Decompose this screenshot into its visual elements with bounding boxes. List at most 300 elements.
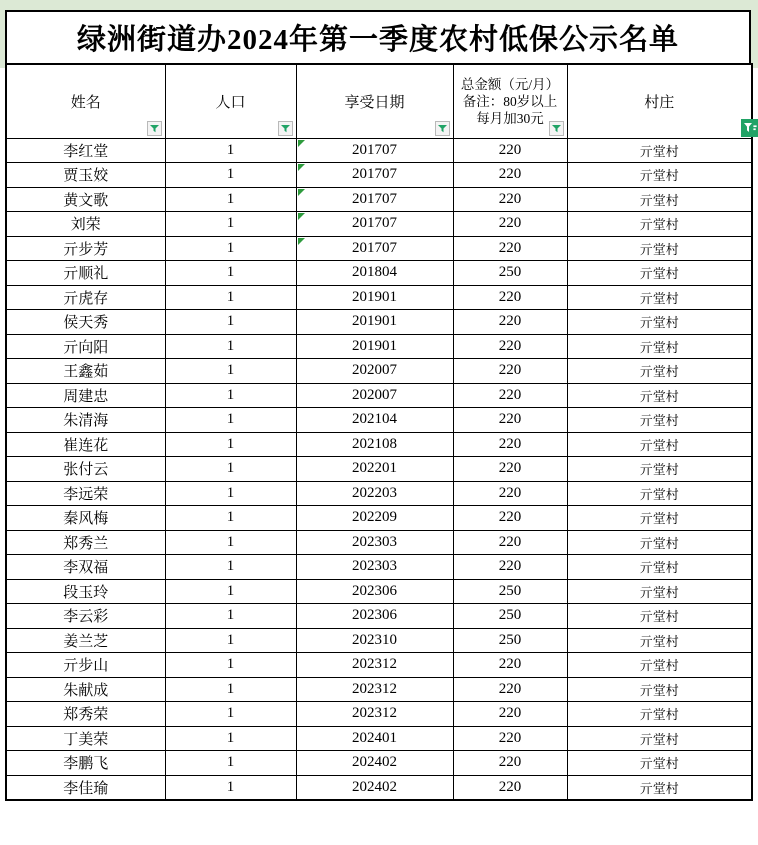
cell-name[interactable] [6, 383, 165, 408]
cell-village-value: 亓堂村 [639, 535, 679, 551]
spreadsheet-area [5, 10, 751, 801]
cell-amount-value: 220 [498, 141, 522, 158]
cell-name[interactable] [6, 726, 165, 751]
cell-population[interactable] [165, 457, 296, 482]
cell-name-value: 周建忠 [63, 388, 109, 405]
cell-name[interactable] [6, 212, 165, 237]
cell-amount[interactable] [453, 261, 567, 286]
cell-village[interactable] [567, 677, 752, 702]
cell-date[interactable] [296, 212, 453, 237]
header-row [6, 64, 752, 138]
cell-name[interactable] [6, 775, 165, 800]
cell-village[interactable] [567, 555, 752, 580]
error-indicator-triangle [298, 213, 305, 220]
cell-population-value: 1 [226, 778, 235, 795]
cell-village[interactable] [567, 236, 752, 261]
cell-amount[interactable] [453, 506, 567, 531]
cell-village-value: 亓堂村 [639, 511, 679, 527]
col-header-name[interactable] [6, 64, 165, 138]
cell-amount[interactable] [453, 530, 567, 555]
table-row [6, 506, 752, 531]
cell-amount[interactable] [453, 236, 567, 261]
cell-population[interactable] [165, 138, 296, 163]
cell-date-value: 202312 [352, 705, 397, 722]
cell-date[interactable] [296, 653, 453, 678]
cell-population[interactable] [165, 604, 296, 629]
cell-amount-value: 250 [498, 631, 522, 648]
cell-date-value: 201707 [352, 215, 397, 232]
cell-name[interactable] [6, 530, 165, 555]
cell-population-value: 1 [226, 337, 235, 354]
col-header-amount-label: 总金额（元/月） 备注：80岁以上 每月加30元 [460, 76, 560, 126]
cell-population-value: 1 [226, 484, 235, 501]
page-title[interactable]: 绿洲街道办2024年第一季度农村低保公示名单 [5, 10, 751, 65]
cell-date-value: 201707 [352, 166, 397, 183]
cell-amount[interactable] [453, 408, 567, 433]
cell-name-value: 崔连花 [63, 437, 109, 454]
filter-dropdown-icon[interactable] [278, 121, 293, 136]
cell-amount-value: 220 [498, 656, 522, 673]
cell-date-value: 201707 [352, 239, 397, 256]
cell-name-value: 亓顺礼 [63, 266, 109, 283]
cell-date-value: 202201 [352, 460, 397, 477]
cell-village-value: 亓堂村 [639, 364, 679, 380]
cell-village-value: 亓堂村 [639, 609, 679, 625]
cell-date-value: 202303 [352, 533, 397, 550]
cell-date-value: 202007 [352, 386, 397, 403]
cell-name-value: 亓步芳 [63, 241, 109, 258]
cell-amount[interactable] [453, 383, 567, 408]
cell-amount[interactable] [453, 212, 567, 237]
cell-name[interactable] [6, 702, 165, 727]
cell-village[interactable] [567, 702, 752, 727]
cell-date[interactable] [296, 775, 453, 800]
cell-name-value: 李远荣 [63, 486, 109, 503]
table-row [6, 163, 752, 188]
cell-amount[interactable] [453, 628, 567, 653]
cell-name[interactable] [6, 677, 165, 702]
cell-name[interactable] [6, 653, 165, 678]
cell-name-value: 李双福 [63, 560, 109, 577]
filter-dropdown-icon[interactable] [549, 121, 564, 136]
cell-amount[interactable] [453, 310, 567, 335]
cell-population[interactable] [165, 481, 296, 506]
cell-amount-value: 220 [498, 484, 522, 501]
cell-amount-value: 220 [498, 509, 522, 526]
table-row [6, 481, 752, 506]
cell-village[interactable] [567, 359, 752, 384]
cell-date-value: 202007 [352, 362, 397, 379]
cell-village-value: 亓堂村 [639, 658, 679, 674]
cell-amount-value: 220 [498, 460, 522, 477]
cell-village[interactable] [567, 530, 752, 555]
cell-population[interactable] [165, 432, 296, 457]
cell-name[interactable] [6, 579, 165, 604]
cell-name-value: 段玉玲 [63, 584, 109, 601]
cell-name[interactable] [6, 334, 165, 359]
cell-name[interactable] [6, 359, 165, 384]
cell-name[interactable] [6, 751, 165, 776]
cell-amount[interactable] [453, 457, 567, 482]
cell-name[interactable] [6, 408, 165, 433]
cell-village[interactable] [567, 334, 752, 359]
cell-date-value: 202108 [352, 435, 397, 452]
cell-village[interactable] [567, 163, 752, 188]
cell-name[interactable] [6, 506, 165, 531]
funnel-icon [150, 124, 159, 133]
cell-population-value: 1 [226, 313, 235, 330]
cell-amount[interactable] [453, 481, 567, 506]
cell-amount-value: 220 [498, 337, 522, 354]
cell-village[interactable] [567, 408, 752, 433]
cell-population-value: 1 [226, 411, 235, 428]
cell-village-value: 亓堂村 [639, 388, 679, 404]
cell-date-value: 202203 [352, 484, 397, 501]
cell-date[interactable] [296, 310, 453, 335]
cell-population-value: 1 [226, 607, 235, 624]
cell-amount[interactable] [453, 334, 567, 359]
cell-name[interactable] [6, 285, 165, 310]
cell-population-value: 1 [226, 141, 235, 158]
cell-amount-value: 220 [498, 239, 522, 256]
cell-date-value: 201901 [352, 288, 397, 305]
cell-amount[interactable] [453, 604, 567, 629]
table-row [6, 628, 752, 653]
table-row [6, 677, 752, 702]
cell-amount[interactable] [453, 775, 567, 800]
cell-village[interactable] [567, 432, 752, 457]
cell-amount[interactable] [453, 163, 567, 188]
cell-date[interactable] [296, 604, 453, 629]
error-indicator-triangle [298, 140, 305, 147]
cell-population[interactable] [165, 163, 296, 188]
cell-name[interactable] [6, 236, 165, 261]
cell-village[interactable] [567, 138, 752, 163]
cell-population[interactable] [165, 310, 296, 335]
cell-date[interactable] [296, 628, 453, 653]
cell-date[interactable] [296, 408, 453, 433]
cell-date[interactable] [296, 359, 453, 384]
cell-population[interactable] [165, 261, 296, 286]
cell-population[interactable] [165, 702, 296, 727]
cell-village-value: 亓堂村 [639, 413, 679, 429]
cell-name[interactable] [6, 187, 165, 212]
cell-date[interactable] [296, 579, 453, 604]
cell-population[interactable] [165, 751, 296, 776]
cell-name[interactable] [6, 628, 165, 653]
cell-village-value: 亓堂村 [639, 217, 679, 233]
cell-name[interactable] [6, 457, 165, 482]
cell-amount-value: 220 [498, 166, 522, 183]
cell-population-value: 1 [226, 288, 235, 305]
cell-population[interactable] [165, 285, 296, 310]
cell-date-value: 201707 [352, 141, 397, 158]
cell-date[interactable] [296, 432, 453, 457]
table-row [6, 775, 752, 800]
col-header-village[interactable] [567, 64, 752, 138]
cell-date-value: 202104 [352, 411, 397, 428]
filter-dropdown-icon[interactable] [147, 121, 162, 136]
cell-population[interactable] [165, 775, 296, 800]
cell-village[interactable] [567, 457, 752, 482]
cell-population[interactable] [165, 628, 296, 653]
funnel-icon [281, 124, 290, 133]
table-row [6, 702, 752, 727]
cell-date-value: 201804 [352, 264, 397, 281]
cell-name-value: 王鑫茹 [63, 364, 109, 381]
cell-population[interactable] [165, 579, 296, 604]
cell-village[interactable] [567, 383, 752, 408]
cell-date[interactable] [296, 481, 453, 506]
cell-date-value: 202306 [352, 607, 397, 624]
cell-date-value: 201901 [352, 337, 397, 354]
cell-date[interactable] [296, 555, 453, 580]
cell-amount-value: 220 [498, 215, 522, 232]
cell-date-value: 202401 [352, 729, 397, 746]
cell-population-value: 1 [226, 754, 235, 771]
cell-village[interactable] [567, 653, 752, 678]
col-header-name-label: 姓名 [70, 94, 101, 111]
table-row [6, 579, 752, 604]
table-row [6, 359, 752, 384]
cell-population[interactable] [165, 506, 296, 531]
cell-village[interactable] [567, 481, 752, 506]
cell-population-value: 1 [226, 362, 235, 379]
table-row [6, 285, 752, 310]
cell-date[interactable] [296, 383, 453, 408]
cell-amount[interactable] [453, 751, 567, 776]
col-header-population[interactable] [165, 64, 296, 138]
cell-village[interactable] [567, 726, 752, 751]
cell-name[interactable] [6, 432, 165, 457]
table-row [6, 751, 752, 776]
cell-village-value: 亓堂村 [639, 486, 679, 502]
cell-date-value: 202402 [352, 778, 397, 795]
cell-village-value: 亓堂村 [639, 290, 679, 306]
cell-name-value: 亓步山 [63, 658, 109, 675]
cell-population[interactable] [165, 677, 296, 702]
cell-village[interactable] [567, 261, 752, 286]
cell-name[interactable] [6, 604, 165, 629]
cell-date[interactable] [296, 285, 453, 310]
cell-name-value: 李鹏飞 [63, 756, 109, 773]
cell-date[interactable] [296, 457, 453, 482]
filter-active-icon[interactable] [741, 119, 758, 137]
cell-village[interactable] [567, 775, 752, 800]
cell-population-value: 1 [226, 215, 235, 232]
cell-amount[interactable] [453, 677, 567, 702]
table-row [6, 457, 752, 482]
cell-population[interactable] [165, 187, 296, 212]
cell-population[interactable] [165, 359, 296, 384]
cell-village-value: 亓堂村 [639, 584, 679, 600]
cell-date[interactable] [296, 677, 453, 702]
cell-village-value: 亓堂村 [639, 560, 679, 576]
table-row [6, 530, 752, 555]
cell-amount-value: 220 [498, 705, 522, 722]
cell-amount[interactable] [453, 555, 567, 580]
cell-amount-value: 250 [498, 607, 522, 624]
cell-village[interactable] [567, 579, 752, 604]
cell-date[interactable] [296, 506, 453, 531]
cell-population[interactable] [165, 726, 296, 751]
cell-name[interactable] [6, 310, 165, 335]
cell-population-value: 1 [226, 729, 235, 746]
cell-name-value: 贾玉姣 [63, 168, 109, 185]
col-header-date[interactable] [296, 64, 453, 138]
cell-amount-value: 250 [498, 582, 522, 599]
cell-population[interactable] [165, 383, 296, 408]
col-header-village-label: 村庄 [644, 94, 675, 111]
cell-amount-value: 220 [498, 533, 522, 550]
cell-date-value: 202402 [352, 754, 397, 771]
filter-dropdown-icon[interactable] [435, 121, 450, 136]
cell-amount-value: 220 [498, 778, 522, 795]
cell-date[interactable] [296, 530, 453, 555]
cell-name-value: 朱清海 [63, 413, 109, 430]
cell-name-value: 亓向阳 [63, 339, 109, 356]
cell-population[interactable] [165, 334, 296, 359]
cell-date-value: 202312 [352, 656, 397, 673]
cell-population[interactable] [165, 530, 296, 555]
cell-amount[interactable] [453, 359, 567, 384]
cell-name-value: 李云彩 [63, 609, 109, 626]
cell-amount[interactable] [453, 726, 567, 751]
cell-population[interactable] [165, 236, 296, 261]
cell-population-value: 1 [226, 705, 235, 722]
table-row [6, 653, 752, 678]
error-indicator-triangle [298, 238, 305, 245]
cell-amount-value: 220 [498, 680, 522, 697]
cell-village[interactable] [567, 628, 752, 653]
cell-amount[interactable] [453, 285, 567, 310]
cell-amount-value: 220 [498, 558, 522, 575]
cell-amount[interactable] [453, 187, 567, 212]
cell-date[interactable] [296, 334, 453, 359]
cell-village[interactable] [567, 310, 752, 335]
cell-village-value: 亓堂村 [639, 756, 679, 772]
cell-name-value: 张付云 [63, 462, 109, 479]
cell-population-value: 1 [226, 582, 235, 599]
cell-date[interactable] [296, 726, 453, 751]
cell-amount-value: 220 [498, 362, 522, 379]
table-row [6, 187, 752, 212]
cell-amount[interactable] [453, 653, 567, 678]
error-indicator-triangle [298, 164, 305, 171]
cell-name-value: 侯天秀 [63, 315, 109, 332]
cell-amount-value: 220 [498, 754, 522, 771]
cell-amount-value: 220 [498, 190, 522, 207]
cell-amount-value: 220 [498, 435, 522, 452]
table-body [6, 138, 752, 800]
cell-population-value: 1 [226, 509, 235, 526]
cell-village[interactable] [567, 187, 752, 212]
cell-date-value: 201901 [352, 313, 397, 330]
cell-village[interactable] [567, 212, 752, 237]
table-row [6, 408, 752, 433]
table-row [6, 334, 752, 359]
cell-population[interactable] [165, 212, 296, 237]
cell-village-value: 亓堂村 [639, 633, 679, 649]
cell-name[interactable] [6, 138, 165, 163]
table-row [6, 261, 752, 286]
cell-village[interactable] [567, 751, 752, 776]
cell-village-value: 亓堂村 [639, 462, 679, 478]
table-row [6, 236, 752, 261]
cell-population-value: 1 [226, 166, 235, 183]
cell-village[interactable] [567, 506, 752, 531]
cell-date[interactable] [296, 702, 453, 727]
cell-amount-value: 250 [498, 264, 522, 281]
cell-population[interactable] [165, 408, 296, 433]
cell-date[interactable] [296, 163, 453, 188]
cell-amount[interactable] [453, 702, 567, 727]
cell-amount-value: 220 [498, 411, 522, 428]
cell-name[interactable] [6, 481, 165, 506]
cell-village-value: 亓堂村 [639, 682, 679, 698]
cell-date-value: 201707 [352, 190, 397, 207]
cell-population-value: 1 [226, 435, 235, 452]
cell-date[interactable] [296, 187, 453, 212]
cell-amount[interactable] [453, 432, 567, 457]
cell-village[interactable] [567, 285, 752, 310]
cell-population-value: 1 [226, 656, 235, 673]
cell-population-value: 1 [226, 386, 235, 403]
cell-amount[interactable] [453, 579, 567, 604]
cell-name[interactable] [6, 555, 165, 580]
cell-village[interactable] [567, 604, 752, 629]
table-row [6, 383, 752, 408]
cell-date[interactable] [296, 236, 453, 261]
table-row [6, 432, 752, 457]
cell-village-value: 亓堂村 [639, 266, 679, 282]
cell-name-value: 李佳瑜 [63, 780, 109, 797]
cell-village-value: 亓堂村 [639, 192, 679, 208]
active-funnel-icon [741, 119, 758, 137]
cell-village-value: 亓堂村 [639, 437, 679, 453]
cell-date-value: 202306 [352, 582, 397, 599]
cell-village-value: 亓堂村 [639, 168, 679, 184]
cell-population-value: 1 [226, 264, 235, 281]
cell-amount[interactable] [453, 138, 567, 163]
cell-population[interactable] [165, 653, 296, 678]
cell-amount-value: 220 [498, 729, 522, 746]
funnel-icon [438, 124, 447, 133]
welfare-list-table [5, 63, 753, 801]
cell-name[interactable] [6, 261, 165, 286]
cell-population[interactable] [165, 555, 296, 580]
cell-population-value: 1 [226, 533, 235, 550]
error-indicator-triangle [298, 189, 305, 196]
cell-village-value: 亓堂村 [639, 731, 679, 747]
cell-name[interactable] [6, 163, 165, 188]
cell-amount-value: 220 [498, 288, 522, 305]
cell-date[interactable] [296, 261, 453, 286]
col-header-amount[interactable] [453, 64, 567, 138]
cell-village-value: 亓堂村 [639, 707, 679, 723]
cell-date-value: 202209 [352, 509, 397, 526]
cell-name-value: 朱献成 [63, 682, 109, 699]
cell-name-value: 亓虎存 [63, 290, 109, 307]
cell-name-value: 郑秀荣 [63, 707, 109, 724]
cell-population-value: 1 [226, 680, 235, 697]
cell-date[interactable] [296, 751, 453, 776]
cell-name-value: 刘荣 [70, 217, 101, 234]
cell-name-value: 黄文歌 [63, 192, 109, 209]
cell-date[interactable] [296, 138, 453, 163]
cell-village-value: 亓堂村 [639, 780, 679, 796]
table-row [6, 555, 752, 580]
